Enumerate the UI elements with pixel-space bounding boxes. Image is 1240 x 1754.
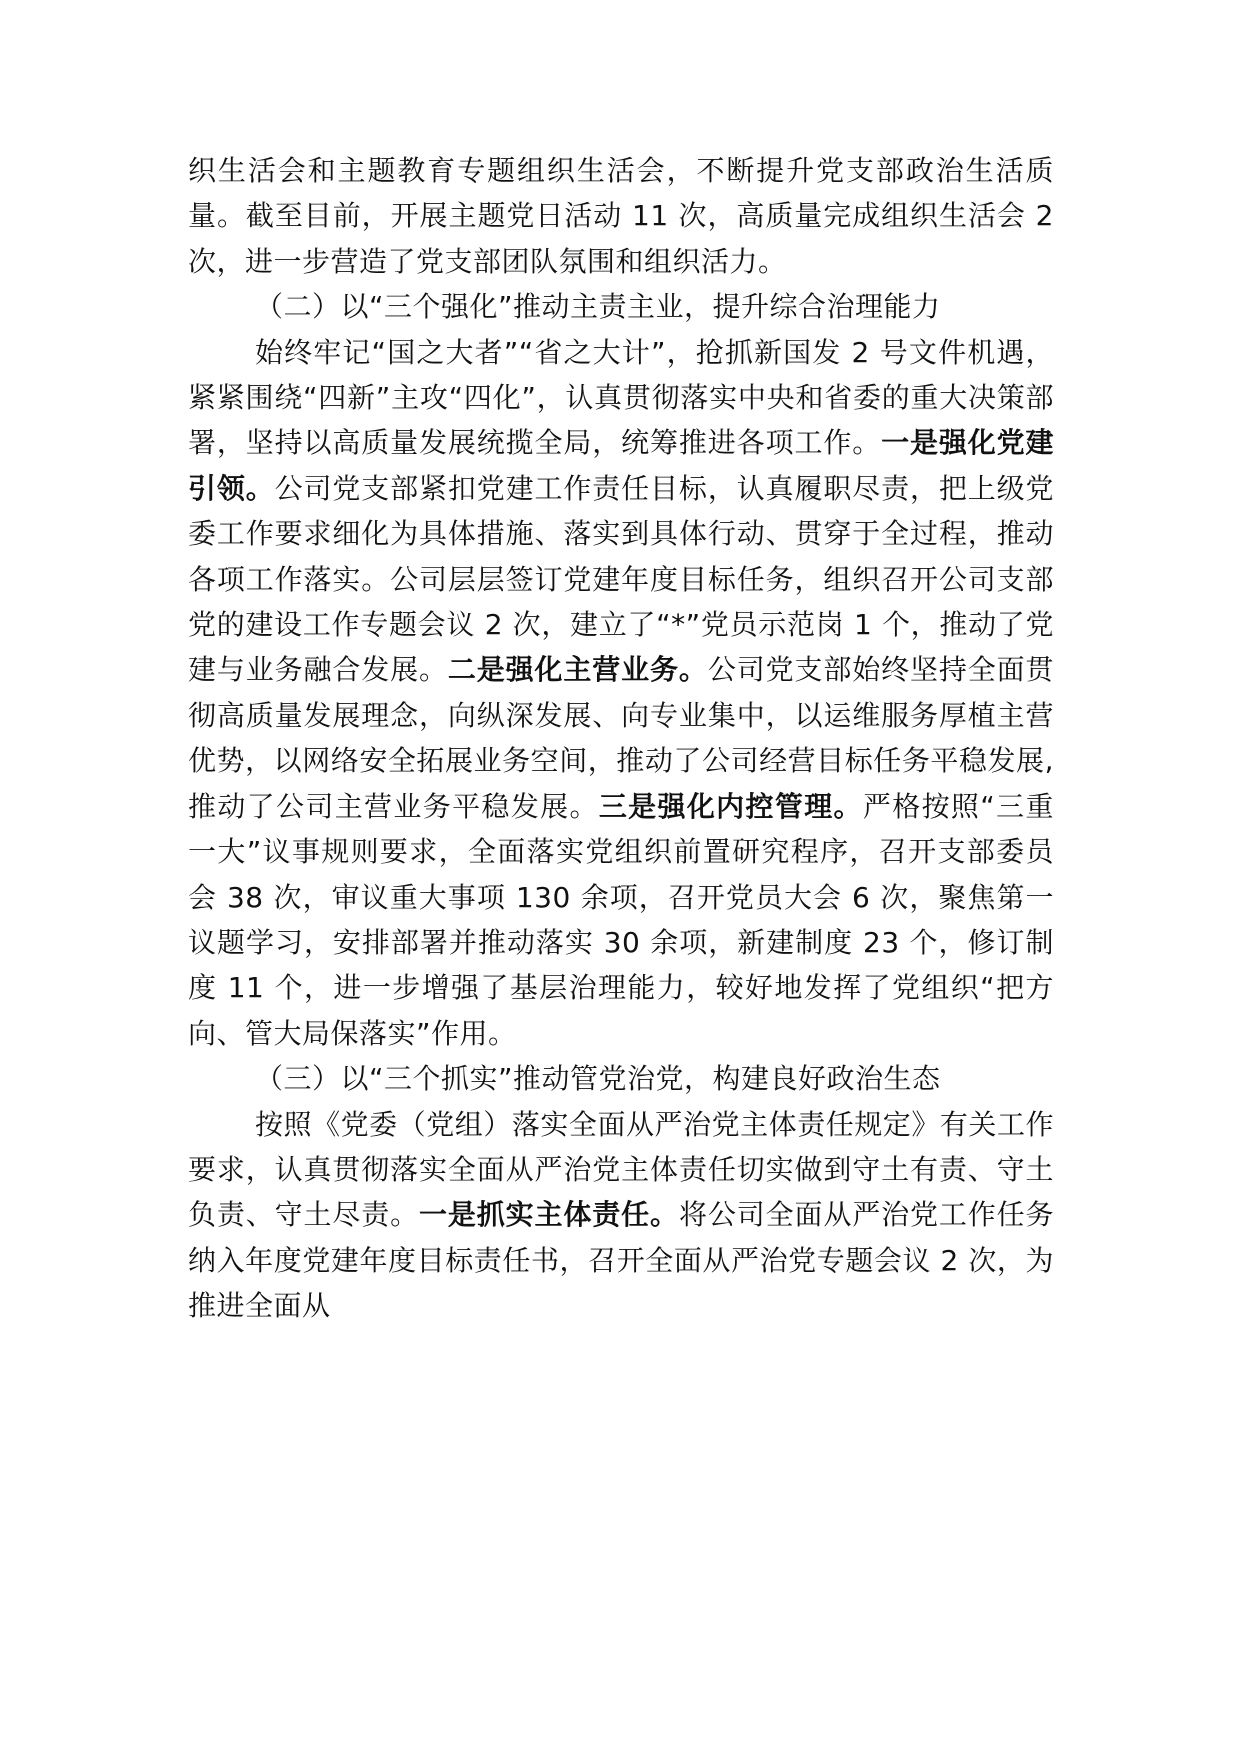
section-heading-two bbox=[188, 284, 1054, 329]
bold-lead-text: 一是强化党建引领。 bbox=[188, 426, 1054, 505]
paragraph-section-two-body bbox=[188, 330, 1054, 1057]
paragraph-section-three-body bbox=[188, 1102, 1054, 1329]
bold-lead-text: 一是抓实主体责任。 bbox=[419, 1198, 679, 1232]
heading-text: （三）以“三个抓实”推动管党治党，构建良好政治生态 bbox=[255, 1062, 941, 1096]
bold-lead-text: 三是强化内控管理。 bbox=[598, 789, 863, 823]
text-segment: 织生活会和主题教育专题组织生活会，不断提升党支部政治生活质量。截至目前，开展主题党日活动 11 次，高质量完成组织生活会 2 次，进一步营造了党支部团队氛围和组织活力。 bbox=[188, 154, 1054, 278]
bold-lead-text: 二是强化主营业务。 bbox=[447, 653, 708, 687]
text-segment: 公司党支部始终坚持全面贯彻高质量发展理念，向纵深发展、向专业集中，以运维服务厚植主营优势，以网络安全拓展业务空间，推动了公司经营目标任务平稳发展,推动了公司主营业务平稳发展。 bbox=[188, 653, 1054, 823]
text-segment: 公司党支部紧扣党建工作责任目标，认真履职尽责，把上级党委工作要求细化为具体措施、落实到具体行动、贯穿于全过程，推动各项工作落实。公司层层签订党建年度目标任务，组织召开公司支部党的建设工作专题会议 2 次，建立了“*”党员示范岗 1 个，推动了党建与业务融合发展。 bbox=[188, 471, 1054, 687]
paragraph-continued-body bbox=[188, 148, 1054, 284]
heading-text: （二）以“三个强化”推动主责主业，提升综合治理能力 bbox=[255, 290, 941, 324]
text-segment: 将公司全面从严治党工作任务纳入年度党建年度目标责任书，召开全面从严治党专题会议 2 次，为推进全面从 bbox=[188, 1198, 1054, 1323]
text-segment: 严格按照“三重一大”议事规则要求，全面落实党组织前置研究程序，召开支部委员会 38 次，审议重大事项 130 余项，召开党员大会 6 次，聚焦第一议题学习，安排部署并推动落实 30 余项，新建制度 23 个，修订制度 11 个，进一步增强了基层治理能力，较好地发挥了党组织“把方向、管大局保落实”作用。 bbox=[188, 789, 1054, 1050]
text-segment: 按照《党委（党组）落实全面从严治党主体责任规定》有关工作要求，认真贯彻落实全面从严治党主体责任切实做到守土有责、守土负责、守土尽责。 bbox=[188, 1107, 1054, 1232]
section-heading-three bbox=[188, 1056, 1054, 1101]
text-segment: 始终牢记“国之大者”“省之大计”，抢抓新国发 2 号文件机遇，紧紧围绕“四新”主攻“四化”，认真贯彻落实中央和省委的重大决策部署，坚持以高质量发展统揽全局，统筹推进各项工作。 bbox=[188, 335, 1054, 460]
document-page bbox=[188, 148, 1054, 1329]
